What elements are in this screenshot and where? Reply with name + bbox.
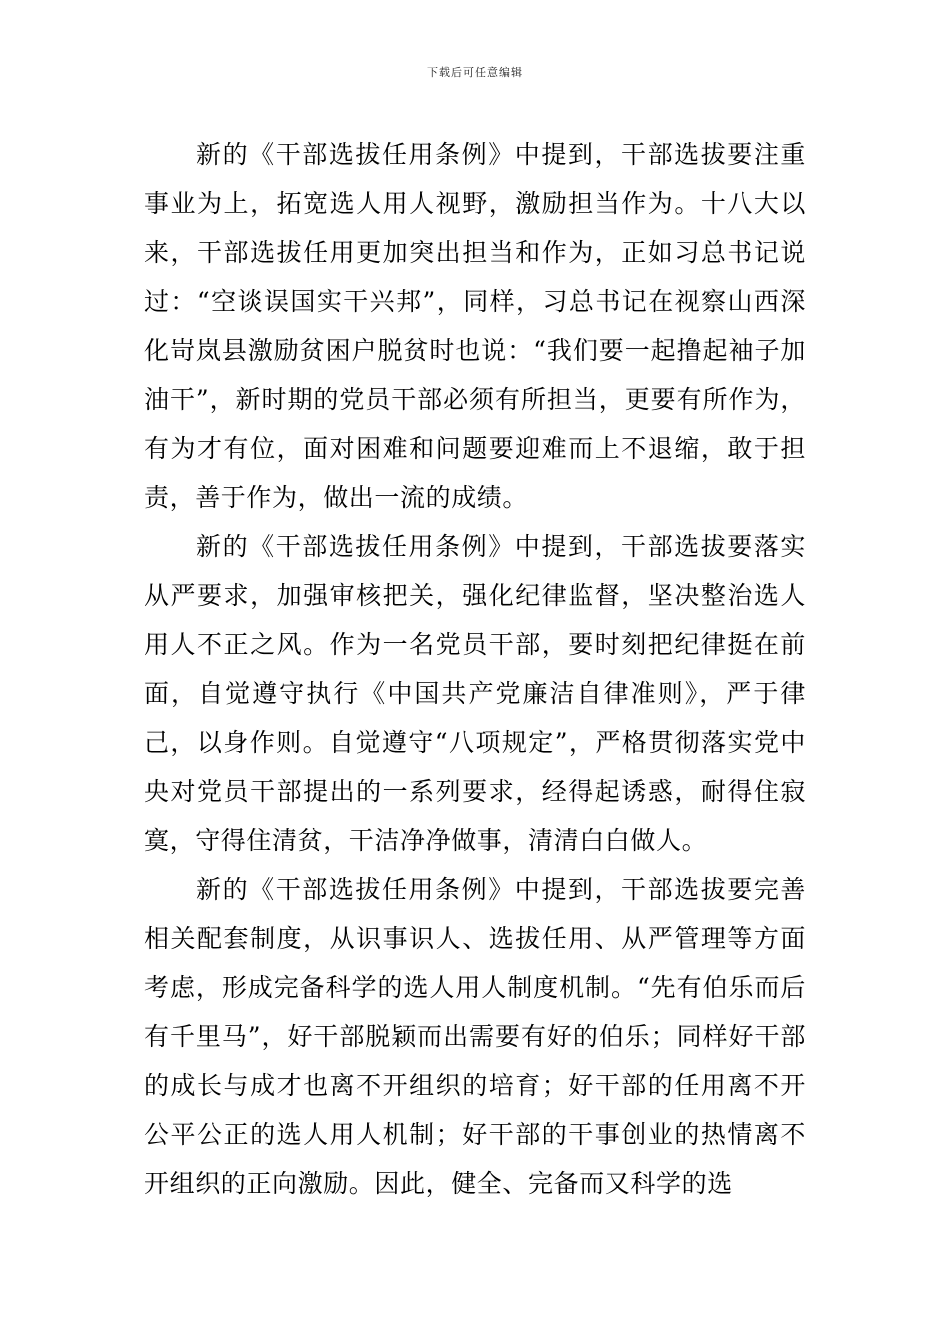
document-body	[144, 130, 806, 1208]
page-header: 下载后可任意编辑	[427, 66, 523, 79]
paragraph-3: 新的《干部选拔任用条例》中提到，干部选拔要完善相关配套制度，从识事识人、选拔任用、从严管理等方面考虑，形成完备科学的选人用人制度机制。“先有伯乐而后有千里马”，好干部脱颖而出需要有好的伯乐；同样好干部的成长与成才也离不开组织的培育；好干部的任用离不开公平公正的选人用人机制；好干部的干事创业的热情离不开组织的正向激励。因此，健全、完备而又科学的选	[144, 875, 806, 1198]
paragraph-1: 新的《干部选拔任用条例》中提到，干部选拔要注重事业为上，拓宽选人用人视野，激励担当作为。十八大以来，干部选拔任用更加突出担当和作为，正如习总书记说过：“空谈误国实干兴邦”，同样，习总书记在视察山西深化岢岚县激励贫困户脱贫时也说：“我们要一起撸起袖子加油干”，新时期的党员干部必须有所担当，更要有所作为，有为才有位，面对困难和问题要迎难而上不退缩，敢于担责，善于作为，做出一流的成绩。	[144, 140, 806, 512]
paragraph-2: 新的《干部选拔任用条例》中提到，干部选拔要落实从严要求，加强审核把关，强化纪律监督，坚决整治选人用人不正之风。作为一名党员干部，要时刻把纪律挺在前面，自觉遵守执行《中国共产党廉洁自律准则》，严于律己，以身作则。自觉遵守“八项规定”，严格贯彻落实党中央对党员干部提出的一系列要求，经得起诱惑，耐得住寂寞，守得住清贫，干洁净净做事，清清白白做人。	[144, 532, 806, 855]
